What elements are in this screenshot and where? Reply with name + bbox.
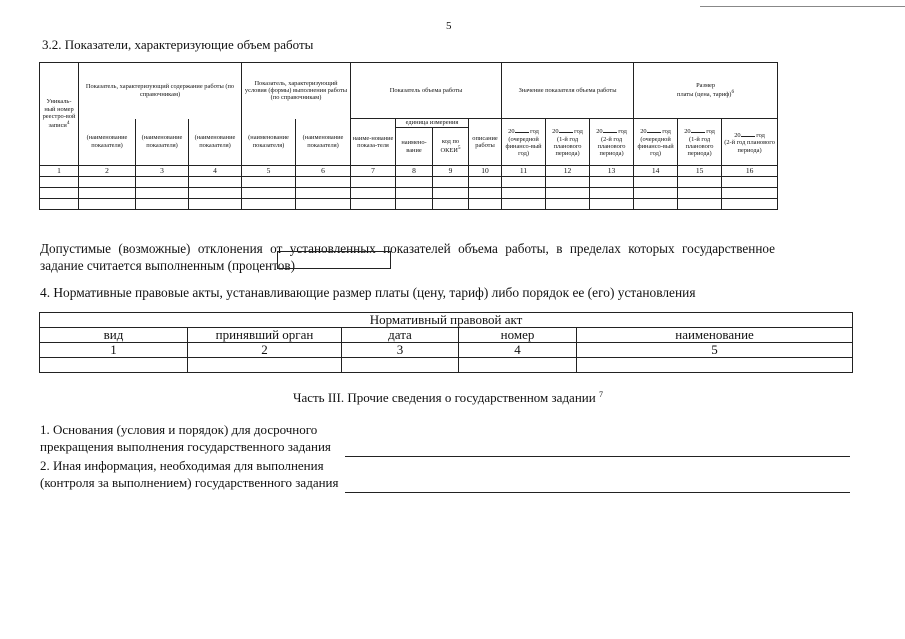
work-volume-table xyxy=(39,62,778,210)
header-unit-name: наимено-вание xyxy=(396,128,433,166)
header-value-year-next: 20 год (очередной финансо-вый год) xyxy=(502,119,546,166)
col-number: 12 xyxy=(546,166,590,177)
col-index: 1 xyxy=(40,343,188,358)
other-info-label: 2. Иная информация, необходимая для выполнения (контроля за выполнением) государственного задания xyxy=(40,458,339,490)
col-authority: принявший орган xyxy=(188,328,342,343)
col-number: 8 xyxy=(396,166,433,177)
section-4-title: 4. Нормативные правовые акты, устанавливающие размер платы (цену, тариф) либо порядок ее (его) установления xyxy=(40,285,696,300)
header-volume-indicator: Показатель объема работы xyxy=(351,63,502,119)
col-name: наименование xyxy=(577,328,853,343)
col-number: 10 xyxy=(469,166,502,177)
table-row xyxy=(40,199,778,210)
table-row xyxy=(40,358,853,373)
early-termination-field[interactable] xyxy=(345,456,850,457)
header-indicator-name: наиме-нование показа-теля xyxy=(351,119,396,166)
header-unit: единица измерения xyxy=(396,119,469,128)
legal-acts-table xyxy=(39,312,853,373)
header-conditions-col-2: (наименование показателя) xyxy=(296,119,351,166)
header-volume-value: Значение показателя объема работы xyxy=(502,63,634,119)
part-3-title: Часть III. Прочие сведения о государственном задании $^7$ xyxy=(293,390,603,405)
col-number: 15 xyxy=(678,166,722,177)
col-number: номер xyxy=(459,328,577,343)
col-type: вид xyxy=(40,328,188,343)
col-number: 7 xyxy=(351,166,396,177)
col-index: 4 xyxy=(459,343,577,358)
col-index: 5 xyxy=(577,343,853,358)
col-number: 16 xyxy=(722,166,778,177)
table-row xyxy=(40,177,778,188)
header-conditions-col-1: (наименование показателя) xyxy=(242,119,296,166)
col-number: 13 xyxy=(590,166,634,177)
page-number: 5 xyxy=(446,20,452,32)
col-date: дата xyxy=(342,328,459,343)
section-3-2-title: 3.2. Показатели, характеризующие объем работы xyxy=(42,37,314,52)
legal-act-header: Нормативный правовой акт xyxy=(40,313,853,328)
col-number: 5 xyxy=(242,166,296,177)
col-index: 2 xyxy=(188,343,342,358)
header-content-col-1: (наименование показателя) xyxy=(79,119,136,166)
header-fee-size: Размер платы (цена, тариф)$^6$ xyxy=(634,63,778,119)
col-index: 3 xyxy=(342,343,459,358)
col-number: 4 xyxy=(189,166,242,177)
top-rule xyxy=(700,6,905,7)
col-number: 1 xyxy=(40,166,79,177)
header-value-year-plan1: 20 год (1-й год планового периода) xyxy=(546,119,590,166)
header-okei-code: код по ОКЕИ$^5$ xyxy=(433,128,469,166)
col-number: 2 xyxy=(79,166,136,177)
col-number: 14 xyxy=(634,166,678,177)
header-conditions-indicator: Показатель, характеризующий условия (формы) выполнения работы (по справочникам) xyxy=(242,63,351,119)
header-description: описание работы xyxy=(469,119,502,166)
deviation-text: Допустимые (возможные) отклонения от установленных показателей объема работы, в пределах которых государственное задание считается выполненным (процентов) xyxy=(40,241,775,273)
table-row xyxy=(40,188,778,199)
header-content-indicator: Показатель, характеризующий содержание работы (по справочникам) xyxy=(79,63,242,119)
header-fee-year-plan1: 20 год (1-й год планового периода) xyxy=(678,119,722,166)
col-number: 9 xyxy=(433,166,469,177)
deviation-percent-field[interactable] xyxy=(277,251,391,269)
other-info-field[interactable] xyxy=(345,492,850,493)
header-content-col-3: (наименование показателя) xyxy=(189,119,242,166)
header-content-col-2: (наименование показателя) xyxy=(136,119,189,166)
header-fee-year-next: 20 год (очередной финансо-вый год) xyxy=(634,119,678,166)
header-fee-year-plan2: 20 год (2-й год планового периода) xyxy=(722,119,778,166)
header-unique-number: Уникаль-ный номер реестро-вой записи$^4$ xyxy=(40,63,79,166)
col-number: 6 xyxy=(296,166,351,177)
col-number: 3 xyxy=(136,166,189,177)
header-value-year-plan2: 20 год (2-й год планового периода) xyxy=(590,119,634,166)
column-number-row xyxy=(40,166,778,177)
early-termination-label: 1. Основания (условия и порядок) для досрочного прекращения выполнения государственного задания xyxy=(40,422,331,454)
col-number: 11 xyxy=(502,166,546,177)
